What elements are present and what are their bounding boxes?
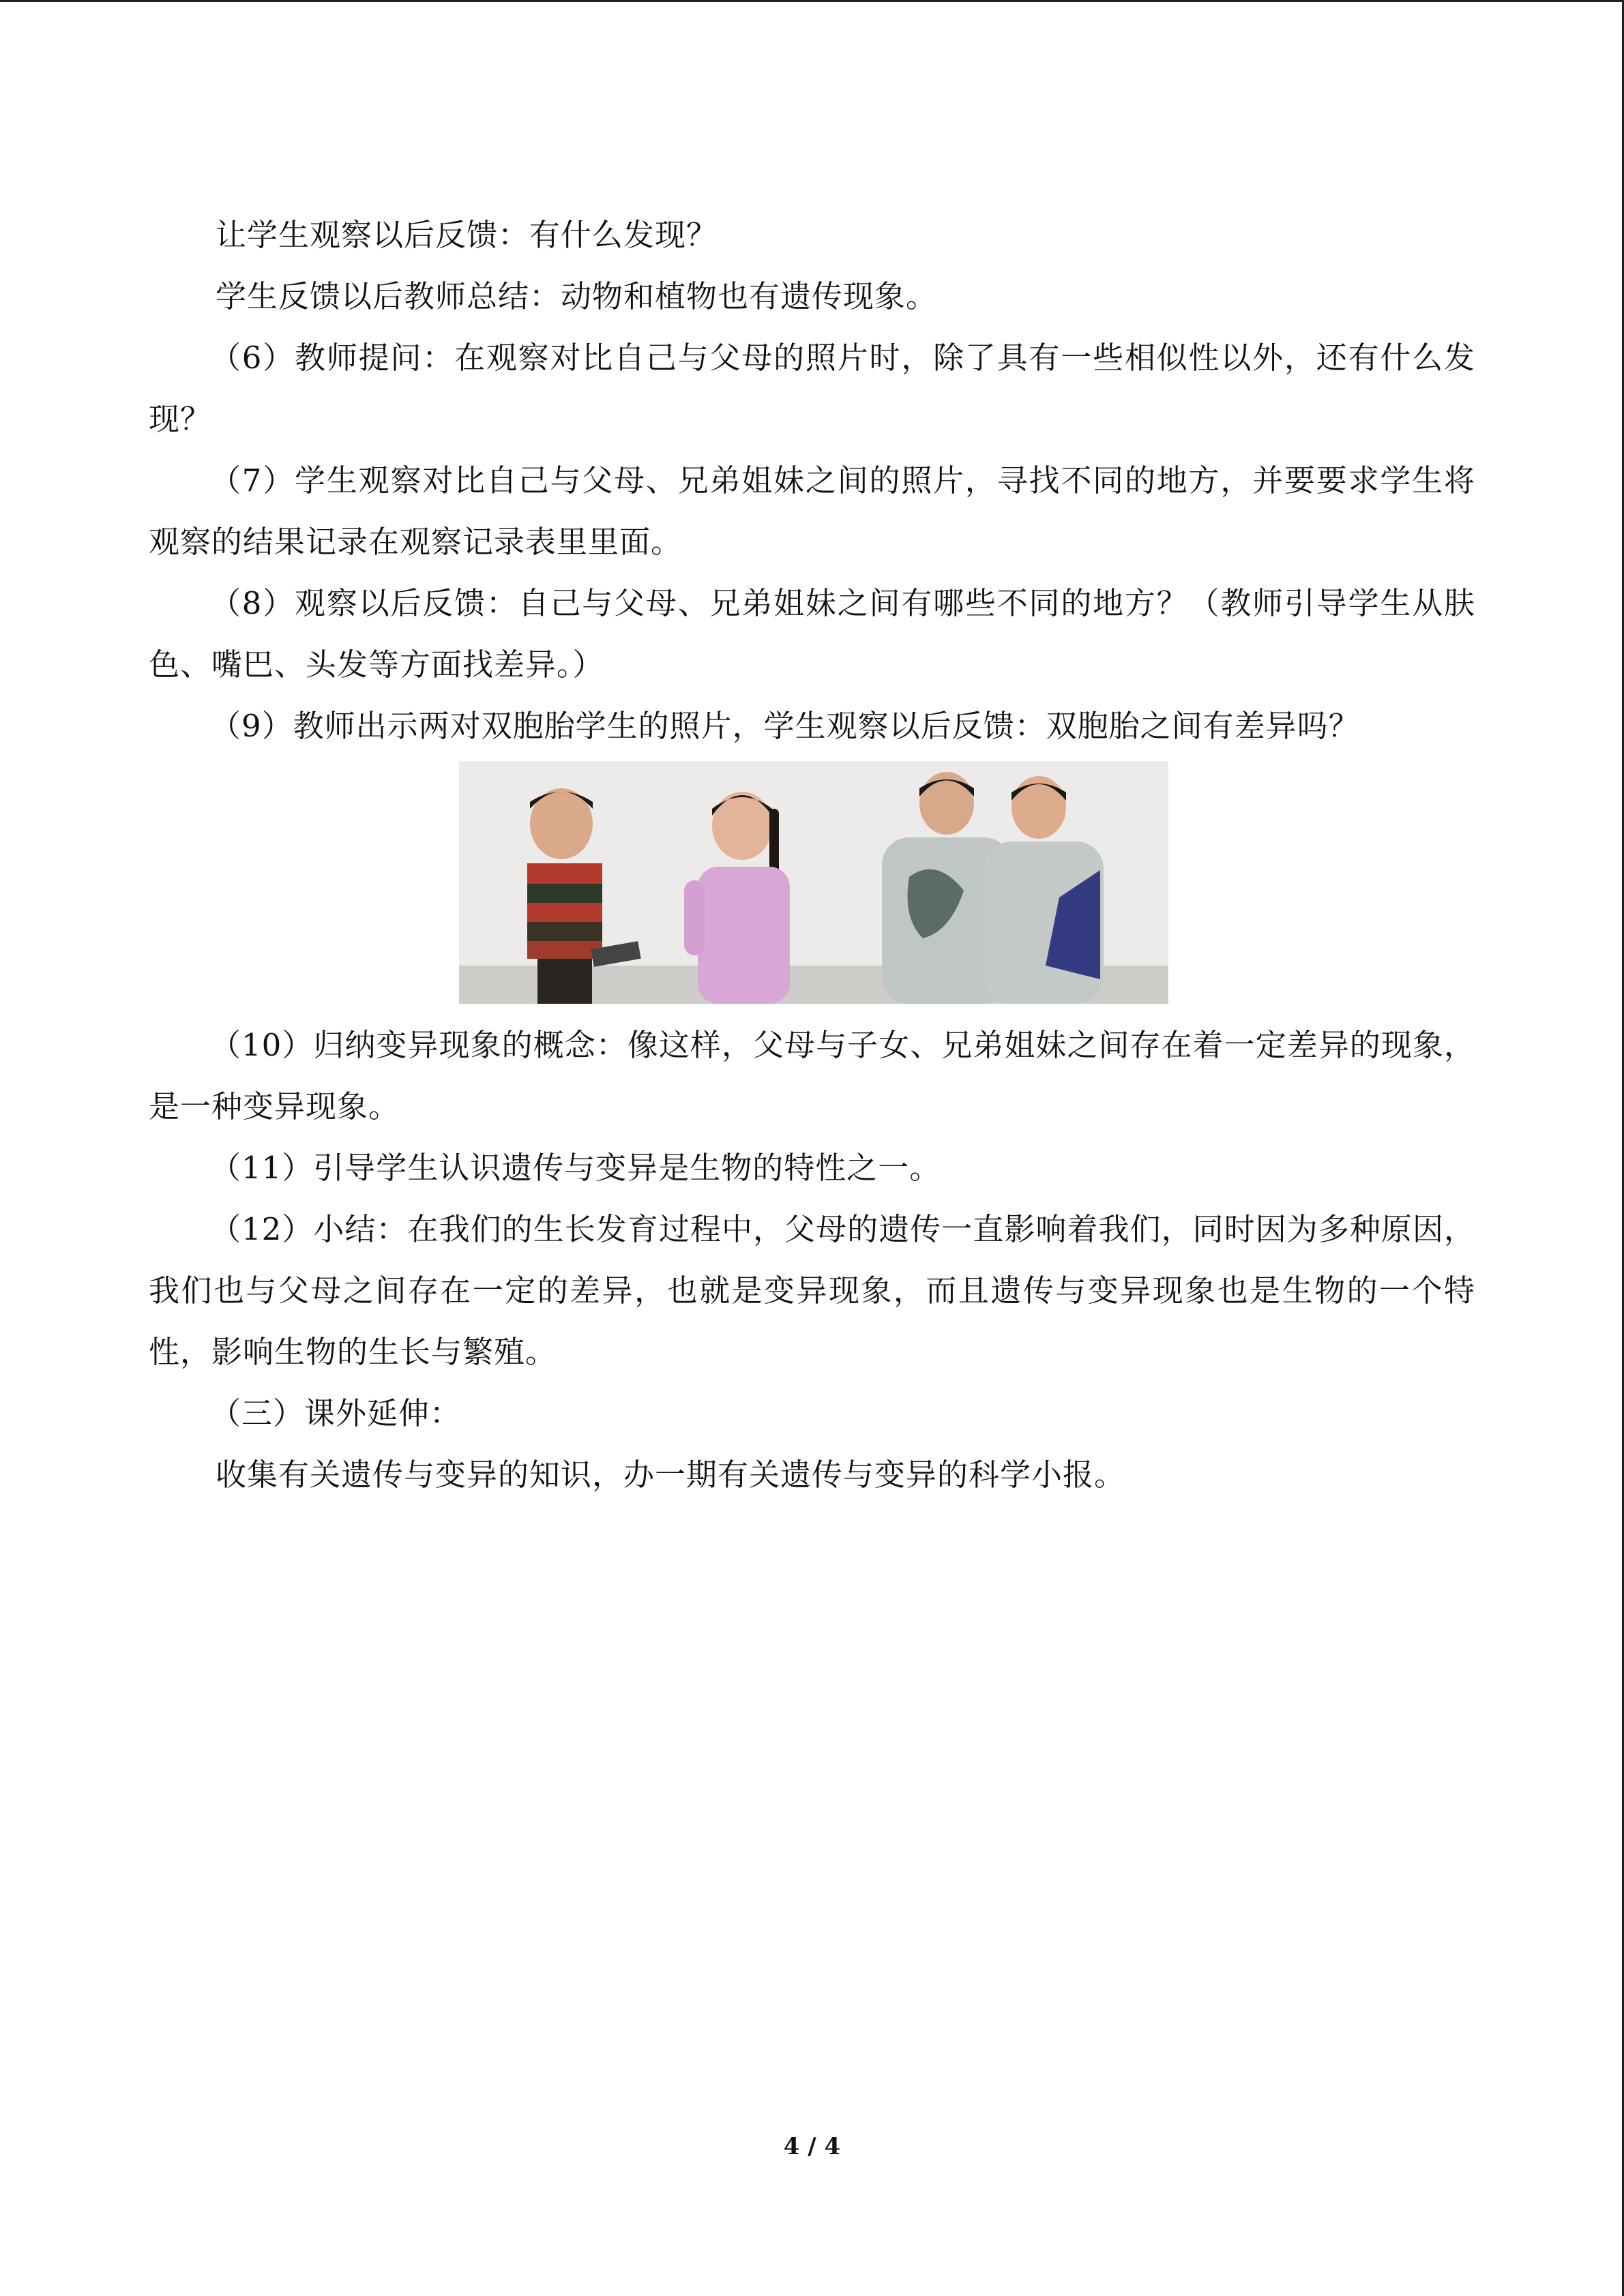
paragraph: 收集有关遗传与变异的知识，办一期有关遗传与变异的科学小报。 — [216, 1457, 1126, 1493]
paragraph: （9）教师出示两对双胞胎学生的照片，学生观察以后反馈：双胞胎之间有差异吗？ — [210, 708, 1360, 744]
paragraph: （10）归纳变异现象的概念：像这样，父母与子女、兄弟姐妹之间存在着一定差异的现象，是一种变异现象。 — [149, 1027, 1475, 1124]
twins-photo-illustration — [459, 761, 1168, 1004]
page-number: 4 / 4 — [783, 2133, 841, 2160]
paragraph: （11）引导学生认识遗传与变异是生物的特性之一。 — [210, 1150, 941, 1186]
paragraph: 让学生观察以后反馈：有什么发现？ — [216, 217, 718, 253]
paragraph: 学生反馈以后教师总结：动物和植物也有遗传现象。 — [216, 278, 938, 314]
document-body — [149, 205, 1475, 1506]
page-border-top — [0, 0, 1624, 2]
paragraph: （7）学生观察对比自己与父母、兄弟姐妹之间的照片，寻找不同的地方，并要要求学生将观察的结果记录在观察记录表里里面。 — [149, 462, 1475, 560]
paragraph: （三）课外延伸： — [210, 1395, 462, 1431]
paragraph: （6）教师提问：在观察对比自己与父母的照片时，除了具有一些相似性以外，还有什么发现？ — [149, 340, 1475, 437]
twins-photo — [459, 761, 1168, 1004]
paragraph: （8）观察以后反馈：自己与父母、兄弟姐妹之间有哪些不同的地方？（教师引导学生从肤色、嘴巴、头发等方面找差异。） — [149, 585, 1475, 683]
paragraph: （12）小结：在我们的生长发育过程中，父母的遗传一直影响着我们，同时因为多种原因，我们也与父母之间存在一定的差异，也就是变异现象，而且遗传与变异现象也是生物的一个特性，影响生物的生长与繁殖。 — [149, 1211, 1475, 1370]
